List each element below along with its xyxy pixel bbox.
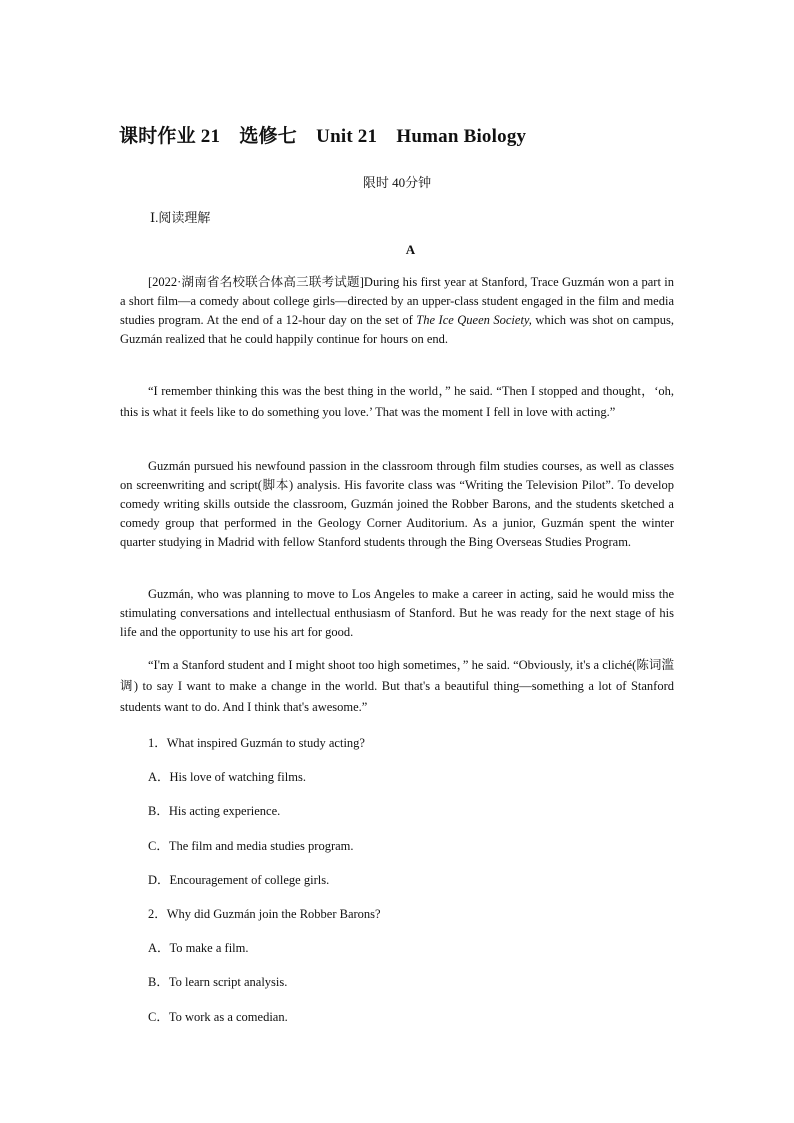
film-title: The Ice Queen Society, bbox=[416, 313, 532, 327]
question-1-option-b: B．His acting experience. bbox=[148, 804, 281, 818]
question-2-stem: 2．Why did Guzmán join the Robber Barons? bbox=[148, 907, 381, 921]
question-1-option-a: A．His love of watching films. bbox=[148, 770, 306, 784]
question-1-stem: 1．What inspired Guzmán to study acting? bbox=[148, 736, 365, 750]
passage-paragraph-5: “I'm a Stanford student and I might shoot too high sometimes，” he said. “Obviously, it's a cliché(陈词滥调) to say I want to make a change in the world. But that's a beautiful thing—something a lot of Stanford students want to do. And I think that's awesome.” bbox=[120, 658, 674, 714]
question-2-option-a: A．To make a film. bbox=[148, 941, 249, 955]
paragraph-1-text-start: [2022·湖南省名校联合体高三联考试题]During his first year at Stanford, Trace Guzmán won a part in a short film—a comedy about college girls—directed by an upper-class student engaged in the film and media studies program. At the end of a 12-hour day on the set of bbox=[120, 275, 674, 327]
question-2-option-c: C．To work as a comedian. bbox=[148, 1010, 288, 1024]
question-2-option-b: B．To learn script analysis. bbox=[148, 975, 288, 989]
passage-paragraph-1 bbox=[120, 273, 674, 349]
question-1-option-d: D．Encouragement of college girls. bbox=[148, 873, 330, 887]
question-1-option-c: C．The film and media studies program. bbox=[148, 839, 354, 853]
section-heading-reading: Ⅰ.阅读理解 bbox=[150, 210, 211, 225]
paragraph-1-text-end: which was shot on campus, Guzmán realized that he could happily continue for hours on end. bbox=[120, 313, 674, 346]
passage-paragraph-4: Guzmán, who was planning to move to Los Angeles to make a career in acting, said he would miss the stimulating conversations and intellectual enthusiasm of Stanford. But he was ready for the next stage of his life and the opportunity to use his art for good. bbox=[120, 587, 674, 639]
passage-paragraph-2: “I remember thinking this was the best thing in the world，” he said. “Then I stopped and thought，‘oh, this is what it feels like to do something you love.’ That was the moment I fell in love with acting.” bbox=[120, 384, 674, 419]
passage-paragraph-3: Guzmán pursued his newfound passion in the classroom through film studies courses, as well as classes on screenwriting and script(脚本) analysis. His favorite class was “Writing the Television Pilot”. To develop comedy writing skills outside the classroom, Guzmán joined the Robber Barons, and the students sketched a comedy group that performed in the Geology Corner Auditorium. As a junior, Guzmán spent the winter quarter studying in Madrid with fellow Stanford students through the Bing Overseas Studies Program. bbox=[120, 459, 674, 549]
time-limit: 限时 40分钟 bbox=[362, 175, 432, 190]
passage-label: A bbox=[405, 242, 416, 257]
page-title: 课时作业 21 选修七 Unit 21 Human Biology bbox=[119, 126, 527, 147]
